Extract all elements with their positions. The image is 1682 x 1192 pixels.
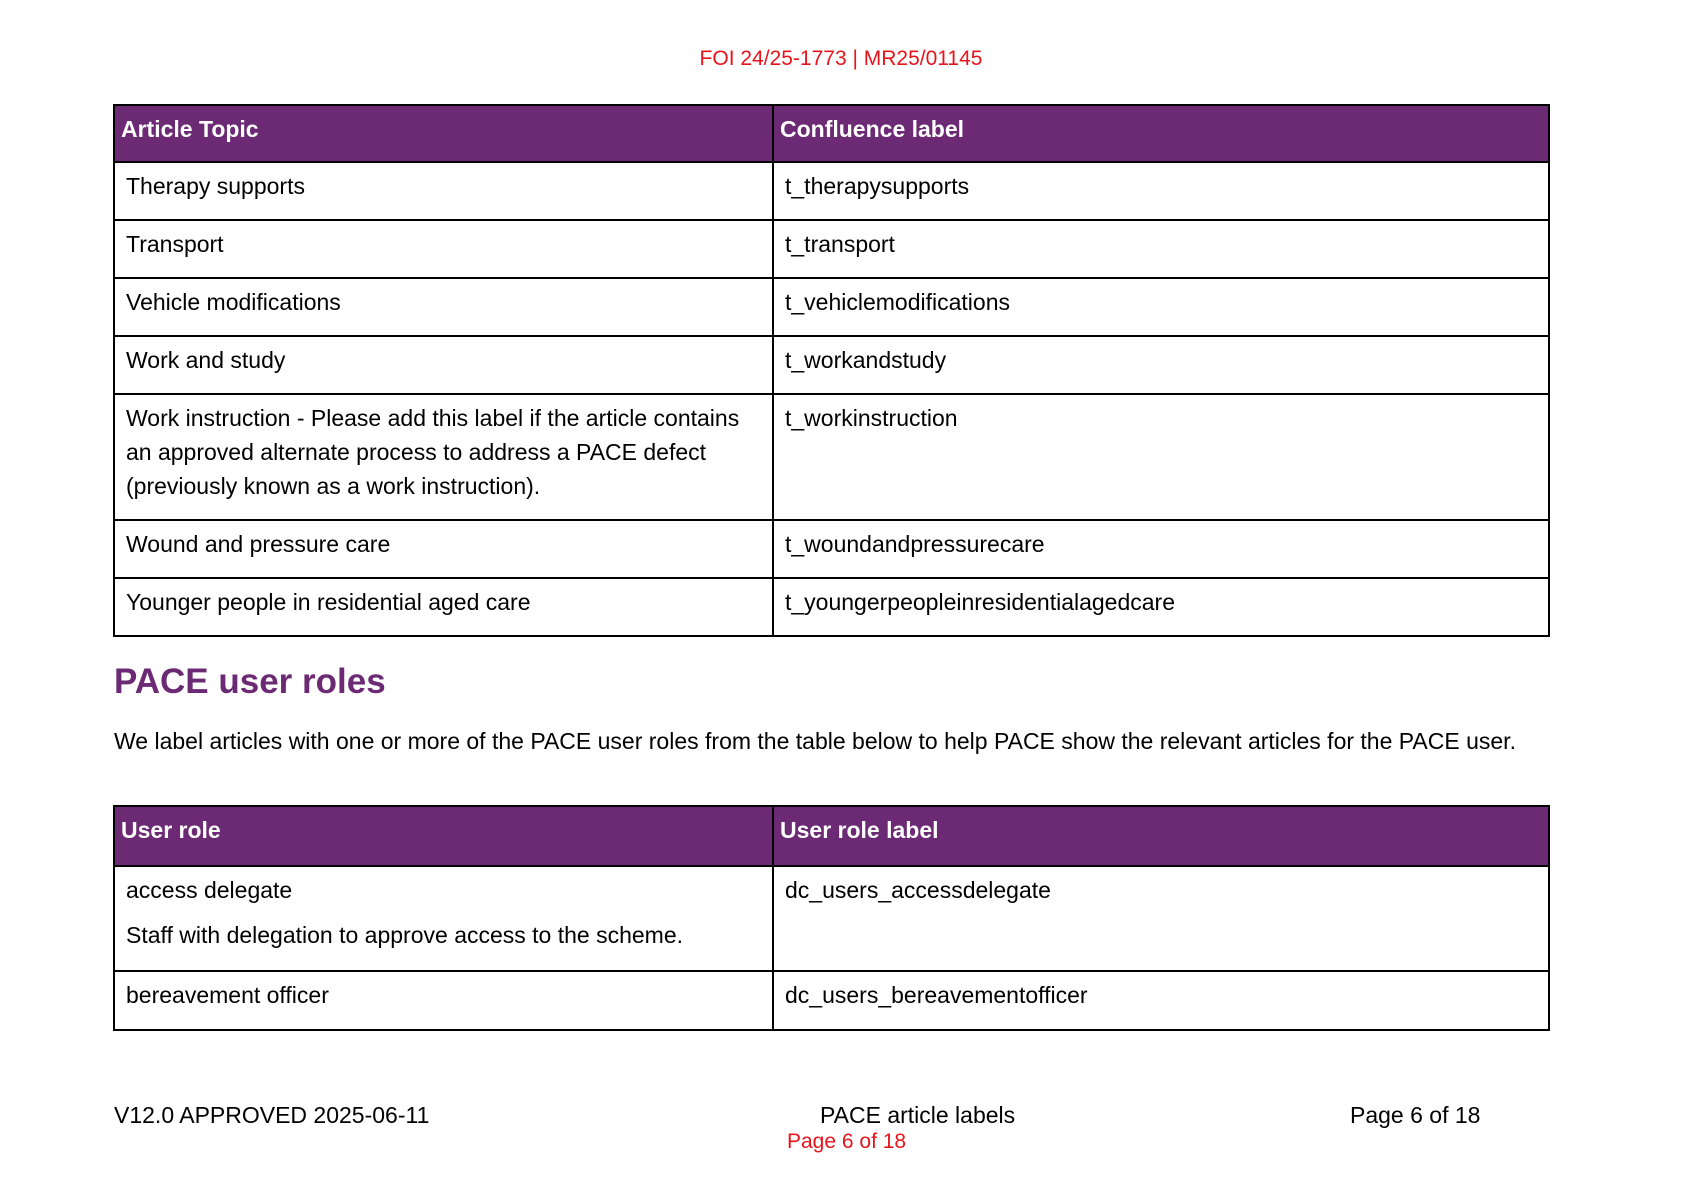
table-header-row (114, 806, 1549, 866)
column-header-article-topic: Article Topic (114, 105, 773, 162)
table-header-row (114, 105, 1549, 162)
role-cell (114, 866, 773, 971)
table-row (114, 220, 1549, 278)
table-row (114, 520, 1549, 578)
topic-cell (114, 278, 773, 336)
footer-page-stamp: Page 6 of 18 (787, 1130, 907, 1153)
topic-cell (114, 578, 773, 636)
section-heading: PACE user roles (114, 662, 386, 701)
topic-cell (114, 162, 773, 220)
table-row (114, 278, 1549, 336)
topic-text: Therapy supports (126, 173, 305, 199)
role-name: access delegate (126, 877, 293, 903)
footer-doc-title: PACE article labels (820, 1102, 1016, 1128)
label-text: t_workinstruction (785, 405, 958, 431)
foi-reference: FOI 24/25-1773 | MR25/01145 (699, 47, 983, 70)
topic-cell (114, 394, 773, 520)
topic-text: Wound and pressure care (126, 531, 391, 557)
label-cell (773, 336, 1549, 394)
role-label-text: dc_users_accessdelegate (785, 877, 1051, 903)
column-header-confluence-label: Confluence label (773, 105, 1549, 162)
table-row (114, 394, 1549, 520)
label-cell (773, 220, 1549, 278)
footer-page-number: Page 6 of 18 (1350, 1102, 1481, 1128)
role-label-cell (773, 971, 1549, 1030)
label-cell (773, 520, 1549, 578)
article-topics-table (113, 104, 1550, 637)
label-text: t_youngerpeopleinresidentialagedcare (785, 589, 1176, 615)
column-header-user-role: User role (114, 806, 773, 866)
label-text: t_workandstudy (785, 347, 947, 373)
role-cell (114, 971, 773, 1030)
table-row (114, 866, 1549, 971)
label-cell (773, 578, 1549, 636)
label-cell (773, 278, 1549, 336)
role-label-cell (773, 866, 1549, 971)
topic-text: Vehicle modifications (126, 289, 341, 315)
column-header-user-role-label: User role label (773, 806, 1549, 866)
role-label-text: dc_users_bereavementofficer (785, 982, 1088, 1008)
topic-text: Work instruction - Please add this label if the article contains an approved alternate process to address a PACE defect (previously known as a work instruction). (126, 405, 740, 499)
section-intro: We label articles with one or more of the PACE user roles from the table below to help PACE show the relevant articles for the PACE user. (114, 728, 1516, 754)
role-text (126, 873, 761, 952)
table-row (114, 162, 1549, 220)
table-row (114, 578, 1549, 636)
role-name: bereavement officer (126, 982, 329, 1008)
topic-text: Younger people in residential aged care (126, 589, 531, 615)
user-roles-table (113, 805, 1550, 1031)
label-cell (773, 162, 1549, 220)
topic-cell (114, 520, 773, 578)
label-text: t_therapysupports (785, 173, 970, 199)
table-row (114, 336, 1549, 394)
label-cell (773, 394, 1549, 520)
role-description: Staff with delegation to approve access to the scheme. (126, 922, 684, 948)
topic-text: Work and study (126, 347, 286, 373)
topic-text: Transport (126, 231, 224, 257)
table-row (114, 971, 1549, 1030)
footer-version: V12.0 APPROVED 2025-06-11 (114, 1102, 430, 1128)
label-text: t_woundandpressurecare (785, 531, 1045, 557)
label-text: t_transport (785, 231, 895, 257)
topic-cell (114, 336, 773, 394)
label-text: t_vehiclemodifications (785, 289, 1011, 315)
topic-cell (114, 220, 773, 278)
